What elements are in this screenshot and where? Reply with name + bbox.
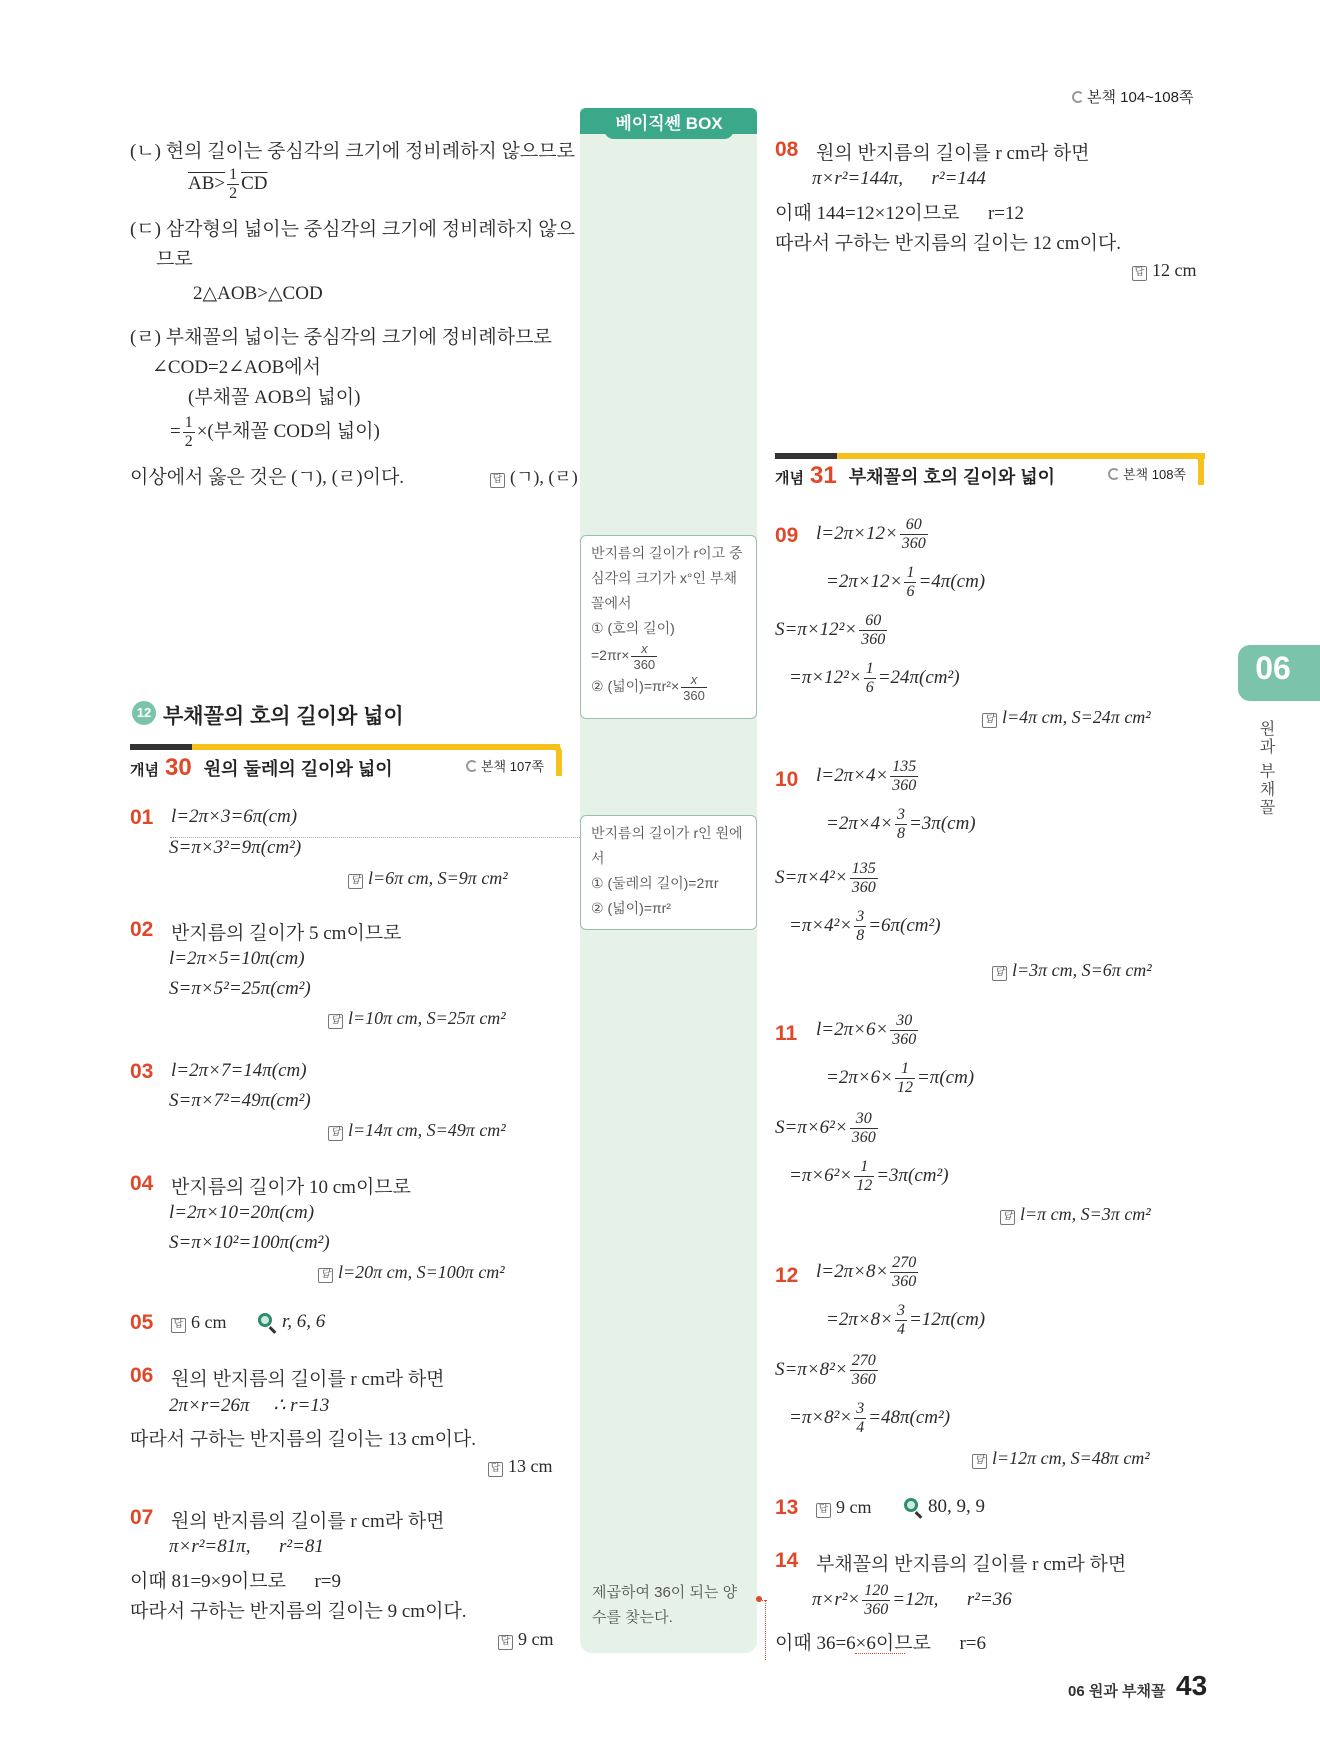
section-title: 부채꼴의 호의 길이와 넓이 (163, 705, 404, 728)
concept-number: 31 (810, 462, 837, 489)
text-line: 반지름의 길이가 5 cm이므로 (171, 923, 402, 944)
frac-denominator: 4 (856, 1419, 865, 1436)
answer-icon: 답 (171, 1318, 186, 1333)
math-text: =π×12²× (789, 666, 862, 688)
fraction (895, 806, 907, 843)
frac-numerator: 120 (864, 1582, 889, 1599)
text-line: 원의 반지름의 길이를 r cm라 하면 (171, 1511, 445, 1532)
frac-numerator: 1 (229, 166, 238, 183)
concept-number: 30 (165, 754, 192, 781)
math-text: =2π×4× (826, 812, 893, 834)
note2-item-area: ② (넓이)=πr² (591, 900, 671, 916)
frac-denominator: 6 (865, 679, 874, 696)
hint-text: 80, 9, 9 (928, 1496, 985, 1517)
frac-numerator: 3 (896, 1302, 905, 1319)
math-line (789, 660, 960, 697)
answer (328, 1120, 506, 1141)
problem-number: 10 (775, 768, 799, 791)
concept-bar-dark (130, 744, 192, 750)
math-line (826, 1302, 985, 1339)
section-badge: 12 (132, 701, 156, 725)
frac-numerator: 1 (854, 1158, 874, 1177)
reference-icon (1072, 91, 1084, 103)
answer (328, 1008, 506, 1029)
math-text: =12π, r²=36 (892, 1588, 1012, 1610)
fraction (183, 414, 195, 451)
math-text: =2π×12× (826, 570, 903, 592)
chapter-side-title: 원과 부채꼴 (1257, 720, 1274, 817)
text-line: 이상에서 옳은 것은 (ㄱ), (ㄹ)이다. (130, 467, 405, 488)
frac-numerator: 60 (900, 516, 928, 535)
fraction (854, 1158, 874, 1195)
frac-denominator: 2 (229, 185, 238, 202)
math-line: π×r²=144π, r²=144 (812, 168, 986, 189)
page-number: 43 (1176, 1670, 1208, 1701)
magnifier-icon (258, 1313, 272, 1327)
hint (904, 1496, 985, 1518)
answer-text: l=20π cm, S=100π cm² (338, 1262, 505, 1282)
note-area-text: ② (넓이)=πr²× (591, 678, 680, 695)
math-line: 2π×r=26π ∴ r=13 (169, 1395, 330, 1416)
frac-denominator: 6 (906, 583, 915, 600)
math-line (789, 1400, 950, 1437)
text-line: 원의 반지름의 길이를 r cm라 하면 (816, 143, 1090, 164)
problem-number: 06 (130, 1364, 154, 1387)
reference-icon (466, 760, 478, 772)
concept-bar-corner (1196, 453, 1204, 485)
frac-numerator: 60 (859, 612, 887, 631)
fraction (864, 660, 876, 697)
frac-denominator: 360 (851, 1129, 876, 1146)
problem-number: 12 (775, 1264, 799, 1287)
text-line: 따라서 구하는 반지름의 길이는 9 cm이다. (130, 1601, 467, 1622)
text-line: 이때 144=12×12이므로 r=12 (775, 203, 1024, 224)
math-text: S=π×6²× (775, 1116, 848, 1138)
math-text: = (170, 420, 181, 442)
answer-text: l=10π cm, S=25π cm² (348, 1008, 506, 1028)
fraction (895, 1302, 907, 1339)
answer (171, 1312, 227, 1333)
frac-numerator: x (631, 641, 657, 657)
math-line (775, 612, 889, 649)
frac-numerator: 3 (856, 908, 865, 925)
concept-label: 개념 (775, 470, 804, 487)
concept-title: 원의 둘레의 길이와 넓이 (203, 759, 393, 779)
connector-line (765, 1600, 766, 1660)
answer (488, 1456, 553, 1477)
answer-text: 6 cm (191, 1312, 227, 1332)
answer-text: 9 cm (836, 1497, 872, 1517)
answer-icon: 답 (816, 1503, 831, 1518)
math-line: 2△AOB>△COD (193, 283, 323, 304)
box-note-circle-formula (580, 815, 757, 930)
fraction (900, 516, 928, 553)
problem-number: 05 (130, 1311, 154, 1334)
math-line (816, 1012, 920, 1049)
reference-icon (1108, 468, 1120, 480)
math-text: l=2π×4× (816, 764, 889, 786)
math-text: =4π(cm) (918, 570, 986, 592)
fraction (890, 1012, 918, 1049)
frac-denominator: 360 (851, 879, 876, 896)
frac-numerator: 1 (184, 414, 193, 431)
frac-denominator: 360 (892, 777, 917, 794)
answer-icon: 답 (488, 1462, 503, 1477)
answer (318, 1262, 505, 1283)
concept-title: 부채꼴의 호의 길이와 넓이 (848, 467, 1056, 487)
math-line (789, 908, 941, 945)
frac-denominator: 360 (892, 1273, 917, 1290)
frac-denominator: 12 (856, 1177, 873, 1194)
answer (1132, 260, 1197, 281)
frac-denominator: 360 (851, 1371, 876, 1388)
math-text: $\overline{CD}$ (241, 172, 268, 194)
math-text: =3π(cm) (908, 812, 976, 834)
math-text: =2π×6× (826, 1066, 893, 1088)
concept-bar-dark (775, 453, 837, 459)
frac-numerator: 30 (890, 1012, 918, 1031)
frac-numerator: 1 (906, 564, 915, 581)
fraction (904, 564, 916, 601)
concept-label: 개념 (130, 762, 159, 779)
frac-denominator: 12 (896, 1079, 913, 1096)
frac-denominator: 2 (184, 433, 193, 450)
math-line: (부채꼴 AOB의 넓이) (188, 387, 361, 408)
answer-text: l=3π cm, S=6π cm² (1012, 960, 1152, 980)
text-line: (ㄷ) 삼각형의 넓이는 중심각의 크기에 정비례하지 않으 (130, 219, 575, 240)
math-line: ∠COD=2∠AOB에서 (152, 357, 321, 378)
text-line: 원의 반지름의 길이를 r cm라 하면 (171, 1369, 445, 1390)
chapter-side-number: 06 (1255, 650, 1291, 686)
frac-denominator: 360 (683, 688, 705, 703)
fraction (850, 1352, 878, 1389)
answer (498, 1629, 554, 1650)
math-line (816, 1254, 920, 1291)
answer-text: (ㄱ), (ㄹ) (510, 467, 578, 487)
box-note-square-hint: 제곱하여 36이 되는 양수를 찾는다. (592, 1584, 738, 1626)
frac-numerator: 3 (896, 806, 905, 823)
frac-numerator: 30 (850, 1110, 878, 1129)
frac-numerator: 270 (851, 1352, 876, 1369)
book-reference-text: 본책 104~108쪽 (1087, 89, 1194, 106)
problem-number: 09 (775, 524, 799, 547)
answer (1000, 1204, 1151, 1225)
frac-denominator: 360 (861, 631, 886, 648)
text-line: 이때 81=9×9이므로 r=9 (130, 1571, 341, 1592)
math-line (170, 414, 380, 451)
concept-bar-corner (554, 744, 562, 776)
problem-number: 07 (130, 1506, 154, 1529)
text-line: 따라서 구하는 반지름의 길이는 13 cm이다. (130, 1429, 477, 1450)
math-text: =6π(cm²) (868, 914, 941, 936)
fraction (895, 1060, 915, 1097)
note-item-arc-expr (591, 641, 746, 672)
frac-numerator: 1 (895, 1060, 915, 1079)
hint-text: r, 6, 6 (282, 1311, 326, 1332)
footer-chapter: 06 원과 부채꼴 (1068, 1683, 1166, 1700)
text-line: 반지름의 길이가 10 cm이므로 (171, 1177, 412, 1198)
frac-numerator: x (681, 672, 707, 688)
math-text: =3π(cm²) (876, 1164, 949, 1186)
answer-text: l=π cm, S=3π cm² (1020, 1204, 1151, 1224)
note-area-fraction (681, 672, 707, 703)
math-text: =12π(cm) (908, 1308, 986, 1330)
math-line (812, 1582, 1012, 1619)
frac-numerator: 135 (851, 860, 876, 877)
frac-denominator: 4 (896, 1321, 905, 1338)
math-line (816, 758, 920, 795)
hint (258, 1311, 325, 1333)
fraction (862, 1582, 890, 1619)
math-text: S=π×4²× (775, 866, 848, 888)
basic-box-title: 베이직쎈 BOX (604, 111, 734, 139)
answer-icon: 답 (490, 473, 505, 488)
problem-number: 03 (130, 1060, 154, 1083)
math-text: l=2π×12× (816, 522, 898, 544)
math-text: l=2π×6× (816, 1018, 889, 1040)
concept-bar-yellow (192, 744, 560, 750)
problem-number: 08 (775, 138, 799, 161)
answer-text: l=6π cm, S=9π cm² (368, 868, 508, 888)
note-pointer-dot (756, 1596, 762, 1602)
answer-text: 9 cm (518, 1629, 554, 1649)
text-line: 따라서 구하는 반지름의 길이는 12 cm이다. (775, 233, 1122, 254)
answer-icon: 답 (982, 713, 997, 728)
math-text: π×r²× (812, 1588, 861, 1610)
math-text: =π×4²× (789, 914, 853, 936)
math-text: S=π×12²× (775, 618, 858, 640)
text-line: (ㄹ) 부채꼴의 넓이는 중심각의 크기에 정비례하므로 (130, 327, 552, 348)
concept-31-heading (775, 462, 1055, 490)
note-intro: 반지름의 길이가 r이고 중심각의 크기가 x°인 부채꼴에서 (591, 545, 743, 611)
fraction (850, 860, 878, 897)
frac-denominator: 8 (856, 927, 865, 944)
book-reference (1072, 86, 1193, 107)
answer (992, 960, 1152, 981)
note2-intro: 반지름의 길이가 r인 원에서 (591, 825, 743, 866)
math-line (188, 166, 268, 203)
concept-30-ref (466, 756, 544, 775)
answer-icon: 답 (972, 1454, 987, 1469)
frac-denominator: 360 (901, 535, 926, 552)
math-text: AB> (188, 172, 226, 194)
math-line: π×r²=81π, r²=81 (169, 1536, 324, 1557)
text-line: 이때 36=6×6이므로 r=6 (775, 1633, 986, 1654)
answer-icon: 답 (318, 1268, 333, 1283)
problem-number: 04 (130, 1172, 154, 1195)
frac-numerator: 135 (892, 758, 917, 775)
note-item-arc: ① (호의 길이) (591, 620, 675, 636)
answer (982, 707, 1151, 728)
math-text: =π×6²× (789, 1164, 853, 1186)
math-line: S=π×3²=9π(cm²) (169, 837, 302, 858)
math-line (816, 516, 930, 553)
problem-number: 11 (775, 1022, 798, 1045)
problem-number: 14 (775, 1549, 799, 1572)
frac-denominator: 8 (896, 825, 905, 842)
math-line (775, 1352, 880, 1389)
frac-numerator: 1 (865, 660, 874, 677)
text-line: 부채꼴의 반지름의 길이를 r cm라 하면 (816, 1554, 1127, 1575)
answer-text: 13 cm (508, 1456, 553, 1476)
problem-number: 13 (775, 1496, 799, 1519)
answer-icon: 답 (1000, 1210, 1015, 1225)
underline-mark (855, 1653, 905, 1654)
math-text: S=π×8²× (775, 1358, 848, 1380)
math-line (775, 1110, 880, 1147)
answer-icon: 답 (328, 1126, 343, 1141)
math-line: l=2π×3=6π(cm) (171, 806, 298, 827)
math-line: S=π×10²=100π(cm²) (169, 1232, 330, 1253)
frac-denominator: 360 (892, 1031, 917, 1048)
answer (972, 1448, 1150, 1469)
note-arc-expr-text: =2πr× (591, 647, 630, 664)
frac-numerator: 3 (856, 1400, 865, 1417)
concept-30-heading (130, 754, 393, 782)
fraction (854, 908, 866, 945)
box-note-sector-formula (580, 535, 757, 719)
answer-text: 12 cm (1152, 260, 1197, 280)
math-line (826, 564, 985, 601)
answer-text: l=4π cm, S=24π cm² (1002, 707, 1151, 727)
answer-icon: 답 (992, 966, 1007, 981)
frac-denominator: 360 (633, 657, 656, 672)
fraction (859, 612, 887, 649)
math-line: S=π×7²=49π(cm²) (169, 1090, 311, 1111)
math-text: =48π(cm²) (868, 1406, 951, 1428)
answer-icon: 답 (498, 1635, 513, 1650)
answer-icon: 답 (1132, 266, 1147, 281)
math-text: =24π(cm²) (877, 666, 960, 688)
math-line (775, 860, 880, 897)
answer (490, 463, 578, 489)
answer-icon: 답 (328, 1014, 343, 1029)
answer-text: l=12π cm, S=48π cm² (992, 1448, 1150, 1468)
math-line (826, 806, 976, 843)
math-text: =π(cm) (916, 1066, 975, 1088)
text-line: (ㄴ) 현의 길이는 중심각의 크기에 정비례하지 않으므로 (130, 141, 575, 162)
text-line: 므로 (156, 249, 193, 270)
concept-31-ref (1108, 464, 1186, 483)
fraction (854, 1400, 866, 1437)
problem-number: 02 (130, 918, 154, 941)
math-line: l=2π×7=14π(cm) (171, 1060, 307, 1081)
note-arc-fraction (631, 641, 657, 672)
answer-icon: 답 (348, 874, 363, 889)
reference-text: 본책 108쪽 (1123, 467, 1186, 482)
concept-bar-yellow (837, 453, 1205, 459)
answer (348, 868, 508, 889)
note2-item-circumference: ① (둘레의 길이)=2πr (591, 875, 719, 891)
math-line: S=π×5²=25π(cm²) (169, 978, 311, 999)
frac-denominator: 360 (864, 1601, 889, 1618)
magnifier-icon (904, 1498, 918, 1512)
math-text: =π×8²× (789, 1406, 853, 1428)
reference-text: 본책 107쪽 (481, 759, 544, 774)
fraction (850, 1110, 878, 1147)
math-text: ×(부채꼴 COD의 넓이) (196, 420, 380, 442)
math-line: l=2π×10=20π(cm) (169, 1202, 315, 1223)
fraction (890, 1254, 918, 1291)
math-line (789, 1158, 949, 1195)
answer (816, 1497, 872, 1518)
answer-text: l=14π cm, S=49π cm² (348, 1120, 506, 1140)
fraction (227, 166, 239, 203)
fraction (890, 758, 918, 795)
frac-numerator: 270 (892, 1254, 917, 1271)
math-text: =2π×8× (826, 1308, 893, 1330)
math-line (826, 1060, 974, 1097)
math-text: l=2π×8× (816, 1260, 889, 1282)
math-line: l=2π×5=10π(cm) (169, 948, 305, 969)
note-item-area (591, 672, 746, 703)
problem-number: 01 (130, 806, 154, 829)
